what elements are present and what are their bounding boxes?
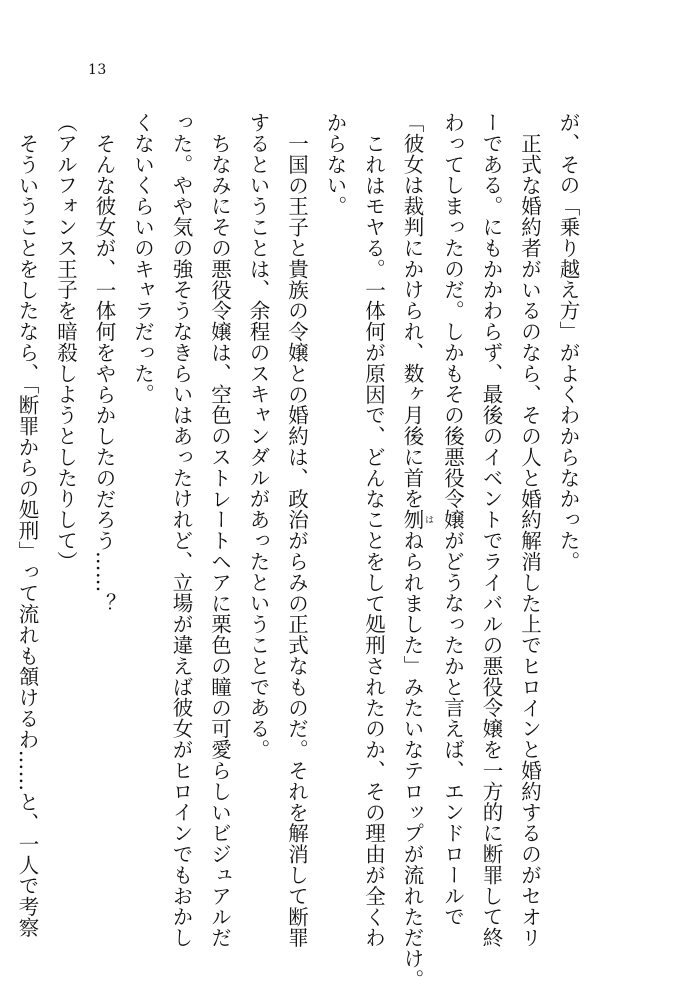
ruby-base: 刎 は: [400, 509, 433, 531]
text-line: からない。: [323, 112, 347, 217]
text-line: そんな彼女が、一体何をやらかしたのだろう……？: [92, 132, 116, 614]
text-line: 一国の王子と貴族の令嬢との婚約は、政治がらみの正式なものだ。それを解消して断罪: [284, 132, 309, 948]
text-line: った。やや気の強そうなきらいはあったけれど、立場が違えば彼女がヒロインでもおかし: [169, 112, 193, 948]
text-line: するということは、余程のスキャンダルがあったということである。: [246, 112, 270, 760]
text-line: 正式な婚約者がいるのなら、その人と婚約解消した上でヒロインと婚約するのがセオリ: [517, 132, 542, 948]
vertical-text-body: [0, 112, 587, 990]
text-line: わってしまったのだ。しかもその後悪役令嬢がどうなったかと言えば、エンドロールで: [440, 112, 465, 928]
text-line: そういうことをしたなら、「断罪からの処刑」って流れも頷けるわ……と、一人で考察: [15, 132, 39, 938]
ruby-reading: は: [423, 509, 433, 531]
text-line: （アルフォンス王子を暗殺しようとしたりして）: [53, 112, 78, 572]
text-line: 「彼女は裁判にかけられ、数ヶ月後に首を刎 はねられました」みたいなテロップが流れただけ。: [400, 112, 433, 990]
page-number: 13: [88, 62, 107, 78]
text-line: [0, 112, 8, 972]
text-line: これはモヤる。一体何が原因で、どんなことをして処刑されたのか、その理由が全くわ: [361, 132, 386, 948]
text-line: が、その「乗り越え方」がよくわからなかった。: [556, 112, 580, 572]
text-line: ーである。にもかかわらず、最後のイベントでライバルの悪役令嬢を一方的に断罪して終: [479, 112, 503, 948]
text-line: ちなみにその悪役令嬢は、空色のストレートヘアに栗色の瞳の可愛らしいビジュアルだ: [207, 132, 232, 948]
text-line: くないくらいのキャラだった。: [130, 112, 155, 405]
